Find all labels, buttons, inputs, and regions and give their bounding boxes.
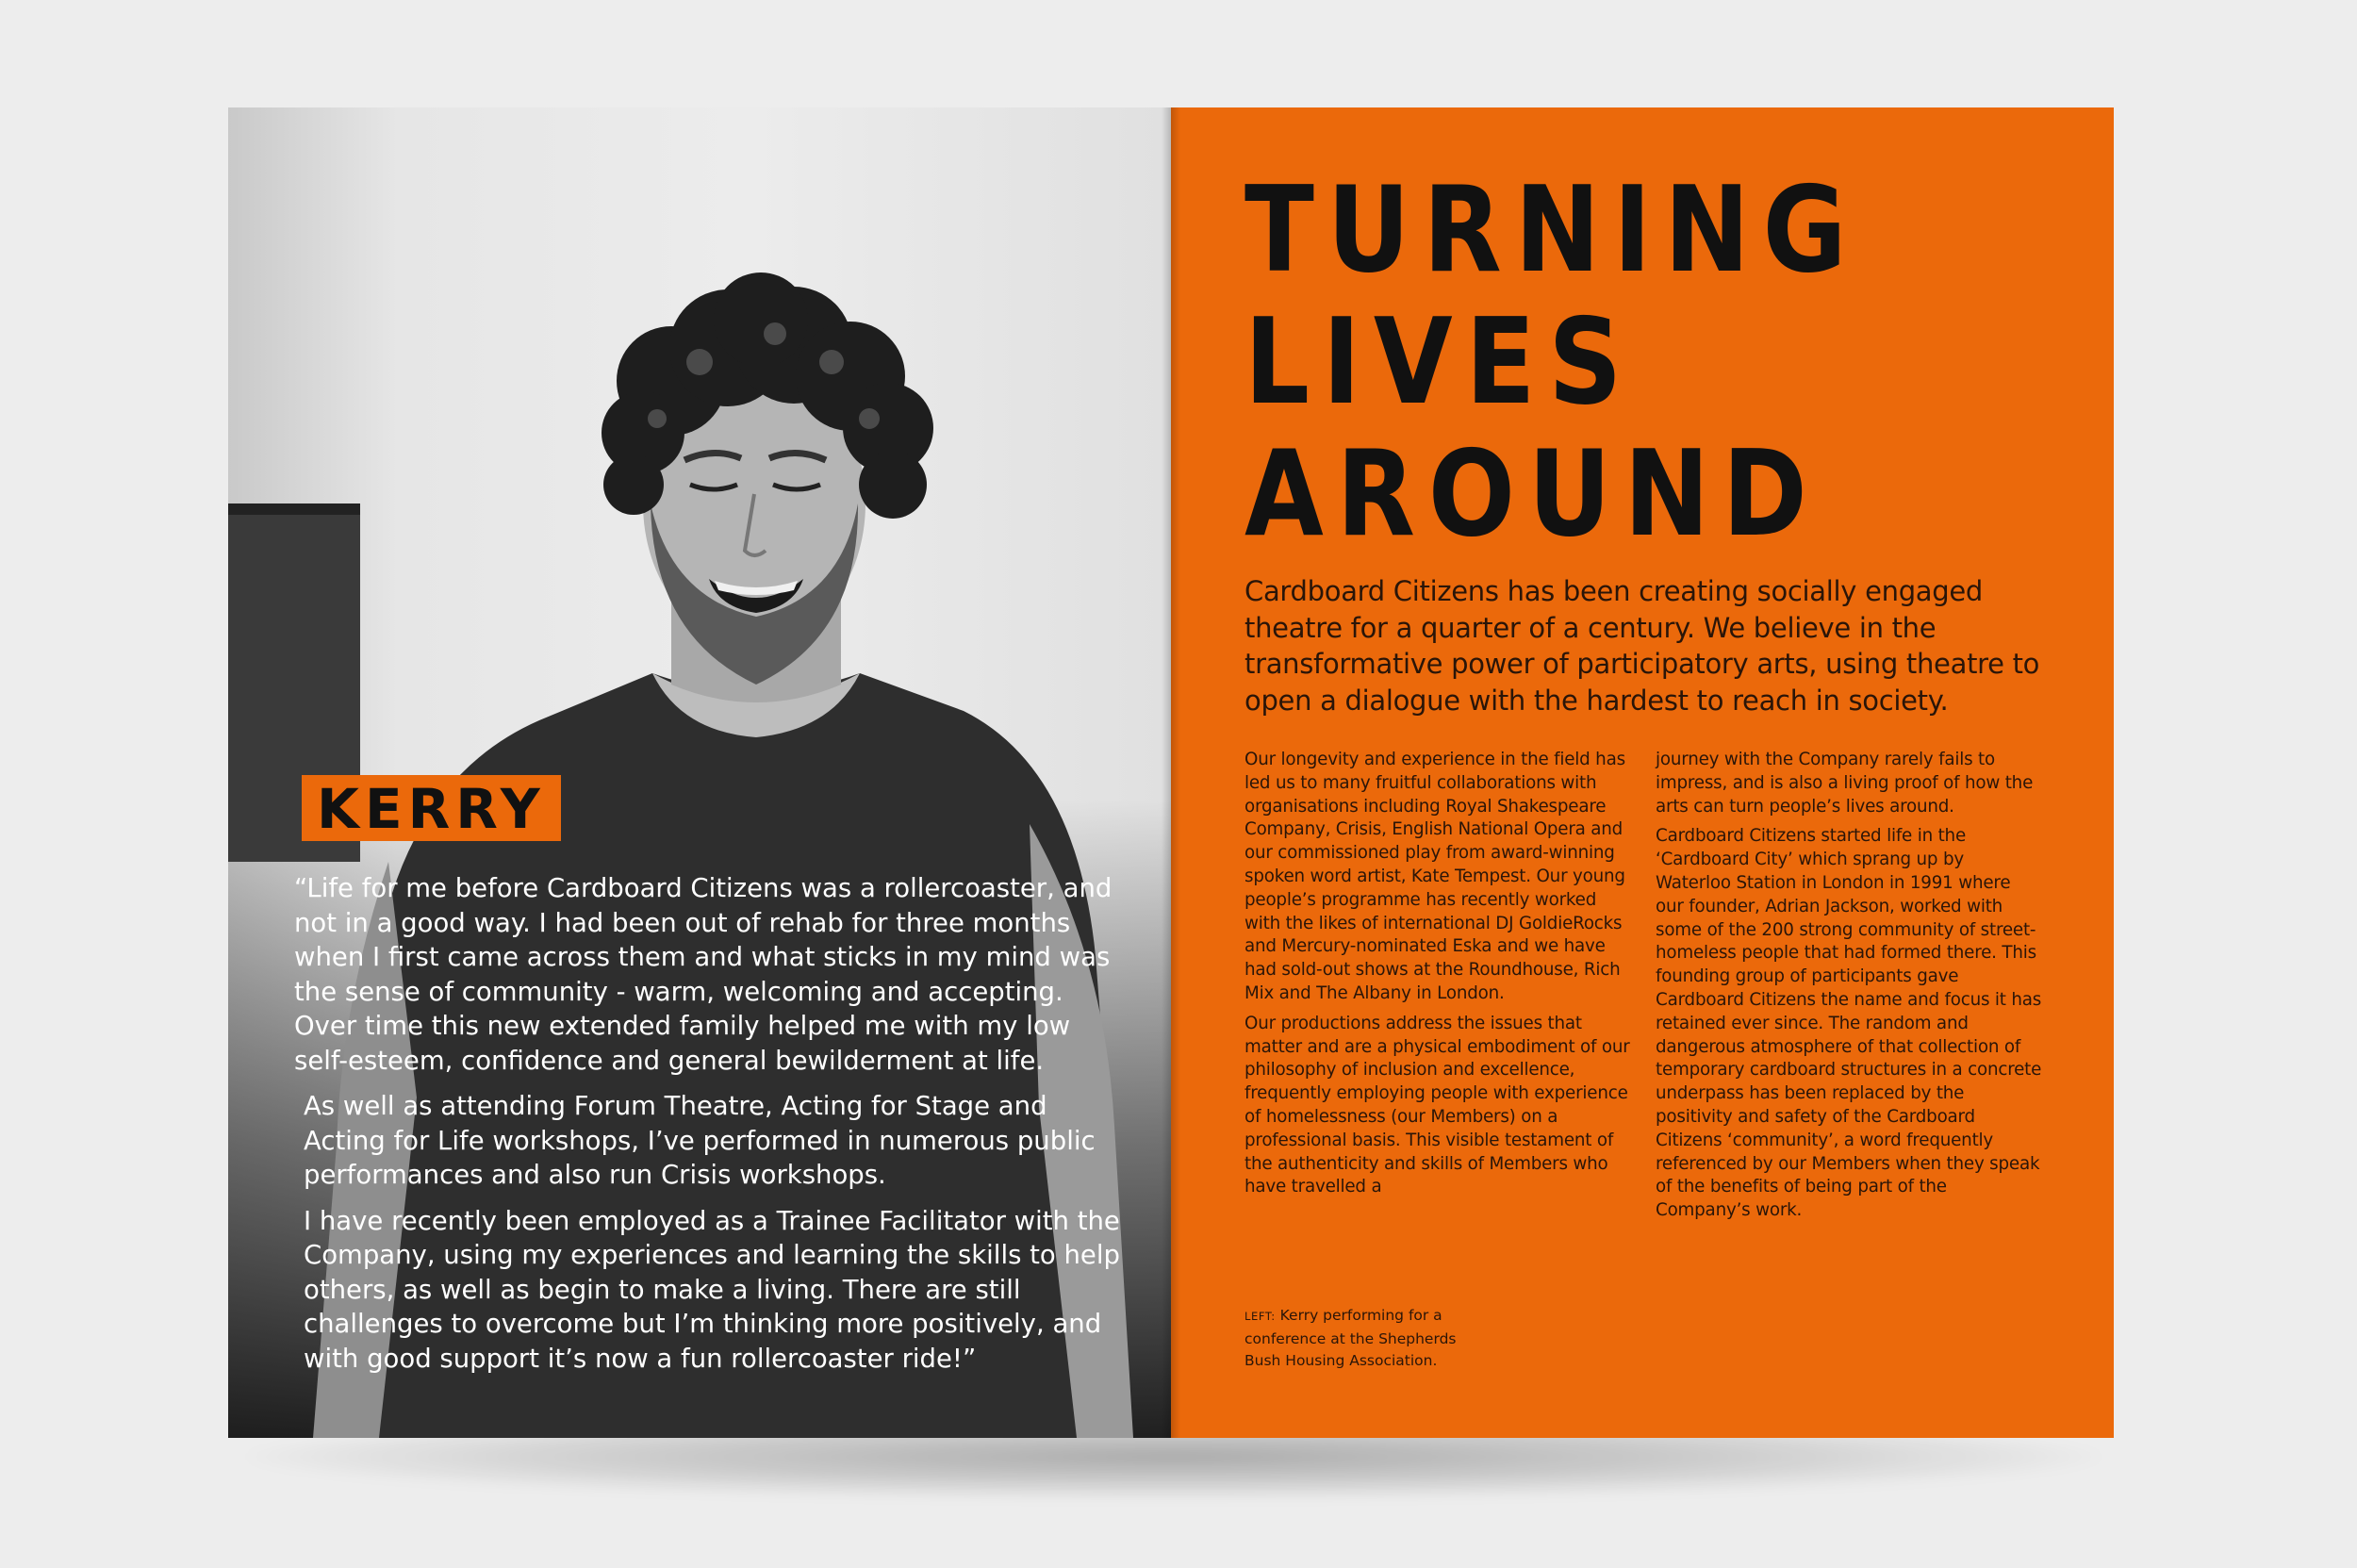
left-page [228,107,1171,1438]
brochure-spread [228,107,2114,1438]
quote-paragraph: As well as attending Forum Theatre, Acting for Stage and Acting for Life workshops, I’ve performed in numerous public performances and also run Crisis workshops. [304,1091,1096,1190]
name-tag-kerry: KERRY [302,775,561,841]
headline-line: TURNING [1244,160,1860,299]
caption-text: Kerry performing for a conference at the Shepherds Bush Housing Association. [1244,1307,1457,1369]
body-paragraph: Our longevity and experience in the field has led us to many fruitful collaborations with organisations including Royal Shakespeare Company, Crisis, English National Opera and our commissioned play from award-winning spoken word artist, Kate Tempest. Our young people’s programme has recently worked with the likes of international DJ GoldieRocks and Mercury-nominated Eska and we have had sold-out shows at the Roundhouse, Rich Mix and The Albany in London. [1244,750,1625,1003]
quote-paragraph: “Life for me before Cardboard Citizens was a rollercoaster, and not in a good way. I had been out of rehab for three months when I first came across them and what sticks in my mind was the sense of community - warm, welcoming and accepting. Over time this new extended family helped me with my low self-esteem, confidence and general bewilderment at life. [294,873,1113,1076]
body-paragraph: journey with the Company rarely fails to impress, and is also a living proof of how the arts can turn people’s lives around. [1656,750,2034,817]
quote-paragraph: I have recently been employed as a Trainee Facilitator with the Company, using my experiences and learning the skills to help others, as well as begin to make a living. There are still challenges to overcome but I’m thinking more positively, and with good support it’s now a fun rollercoaster ride!” [304,1205,1120,1374]
kerry-quote [294,871,1124,1387]
intro-paragraph: Cardboard Citizens has been creating socially engaged theatre for a quarter of a century. We believe in the transformative power of participatory arts, using theatre to open a dialogue with the hardest to reach in society. [1244,575,2040,717]
headline-line: AROUND [1244,424,1821,563]
caption-label: LEFT: [1244,1310,1276,1323]
page-headline [1244,160,1860,563]
right-page [1171,107,2114,1438]
photo-caption [1244,1305,1490,1373]
body-column-2 [1656,749,2042,1230]
body-paragraph: Cardboard Citizens started life in the ‘Cardboard City’ which sprang up by Waterloo Station in London in 1991 where our founder, Adrian Jackson, worked with some of the 200 strong community of street-homeless people that had formed there. This founding group of participants gave Cardboard Citizens the name and focus it has retained ever since. The random and dangerous atmosphere of that collection of temporary cardboard structures in a concrete underpass has been replaced by the positivity and safety of the Cardboard Citizens ‘community’, a word frequently referenced by our Members when they speak of the benefits of being part of the Company’s work. [1656,826,2042,1221]
headline-line: LIVES [1244,292,1636,431]
body-paragraph: Our productions address the issues that matter and are a physical embodiment of our philosophy of inclusion and excellence, frequently employing people with experience of homelessness (our Members) on a professional basis. This visible testament of the authenticity and skills of Members who have travelled a [1244,1013,1630,1197]
body-column-1 [1244,749,1631,1206]
